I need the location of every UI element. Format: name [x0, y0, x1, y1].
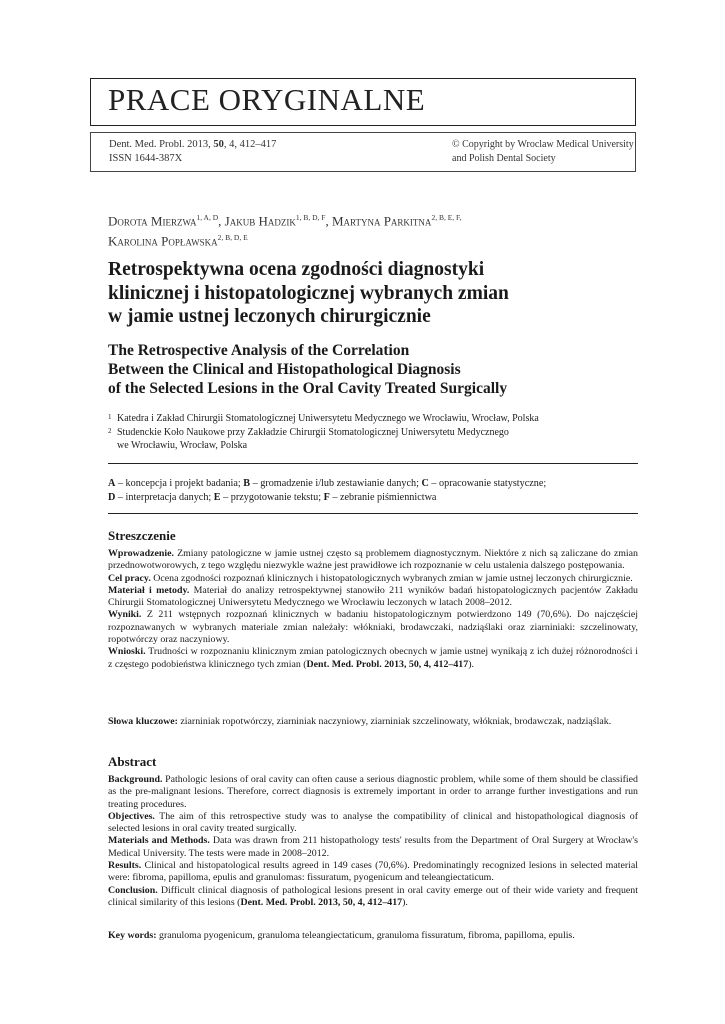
author-name: Dorota Mierzwa — [108, 213, 197, 229]
copyright-info — [452, 138, 634, 165]
author-list: Dorota Mierzwa$^{1, A, D}$, Jakub Hadzik$^{1, B, D, F}$, Martyna Parkitna$^{2, B, E, F,}$ Karolina Popławska$^{2, B, D, E}$ — [108, 213, 462, 249]
abstract-body: Background. Pathologic lesions of oral cavity can often cause a serious diagnostic problem, while some of them should be classified as the pre-malignant lesions. Therefore, correct diagnosis is extremely important in order to arrange further investigations and run treating procedures. Objectives. The aim of this retrospective study was to analyse the compatibility of clinical and histopathological diagnosis of selected lesions in oral cavity treated surgically. Materials and Methods. Data was drawn from 211 histopathology tests' results from the Department of Oral Surgery at Wrocław's Medical University. The tests were made in 2008–2012. Results. Clinical and histopatological results agreed in 149 cases (70,6%). Predominatingly recognized lesions in selected material were: fibroma, papilloma, epulis and granulomas: fissuratum, pyogenicum and teleangiectaticum. Conclusion. Difficult clinical diagnosis of pathological lesions present in oral cavity emerge out of their wide variety and frequent clinical similarity of this lesions (Dent. Med. Probl. 2013, 50, 4, 412–417). — [108, 774, 638, 908]
citation-info — [109, 138, 276, 166]
english-keywords: Key words: granuloma pyogenicum, granuloma teleangiectaticum, granuloma fissuratum, fibroma, papilloma, epulis. — [108, 930, 575, 941]
streszczenie-heading: Streszczenie — [108, 528, 176, 543]
author-affiliation-marks: 1, B, D, F — [295, 213, 326, 222]
copyright-line-1: © Copyright by Wroclaw Medical University — [452, 139, 634, 150]
section-title: PRACE ORYGINALNE — [108, 82, 426, 117]
affiliation-item: 2 Studenckie Koło Naukowe przy Zakładzie Chirurgii Stomatologicznej Uniwersytetu Medycznego — [108, 426, 509, 438]
affiliation-continuation: we Wrocławiu, Wrocław, Polska — [117, 440, 248, 451]
citation-line: Dent. Med. Probl. 2013, 50, 4, 412–417 — [109, 139, 277, 150]
author-affiliation-marks: 1, A, D — [196, 213, 219, 222]
streszczenie-body: Wprowadzenie. Zmiany patologiczne w jamie ustnej często są problemem diagnostycznym. Niektóre z nich są zaliczane do zmian przednowotworowych, z tego względu niezwykle ważne jest prawidłowe ich rozpoznanie w celu ustalenia dalszego postępowania. Cel pracy. Ocena zgodności rozpoznań klinicznych i histopatologicznych wybranych zmian w jamie ustnej leczonych chirurgicznie. Materiał i metody. Materiał do analizy retrospektywnej stanowiło 211 wyników badań histopatologicznych pacjentów Zakładu Chirurgii Stomatologicznej Uniwersytetu Medycznego we Wrocławiu leczonych w latach 2008–2012. Wyniki. Z 211 wstępnych rozpoznań klinicznych w badaniu histopatologicznym potwierdzono 149 (70,6%). Do najczęściej rozpoznawanych w wybranych materiale zmian należały: włókniaki, brodawczaki, nadziąślaki oraz ziarniniaki: szczelinowaty, ropotwórczy oraz naczyniowy. Wnioski. Trudności w rozpoznaniu klinicznym zmian patologicznych obecnych w jamie ustnej wynikają z ich dużej różnorodności i z częstego podobieństwa klinicznego tych zmian (Dent. Med. Probl. 2013, 50, 4, 412–417). — [108, 548, 638, 670]
author-affiliation-marks: 2, B, E, F, — [431, 213, 462, 222]
author-affiliation-marks: 2, B, D, E — [217, 233, 248, 243]
polish-keywords: Słowa kluczowe: ziarniniak ropotwórczy, ziarniniak naczyniowy, ziarniniak szczelinowaty, włókniak, brodawczak, nadziąślak. — [108, 716, 612, 727]
abstract-heading: Abstract — [108, 754, 157, 769]
affiliation-item: 1 Katedra i Zakład Chirurgii Stomatologicznej Uniwersytetu Medycznego we Wrocławiu, Wrocław, Polska — [108, 413, 539, 424]
author-name: Martyna Parkitna — [331, 213, 432, 229]
divider-top — [108, 463, 638, 464]
copyright-line-2: and Polish Dental Society — [452, 152, 556, 164]
divider-bottom — [108, 513, 638, 514]
article-title-polish: Retrospektywna ocena zgodności diagnostyki klinicznej i histopatologicznej wybranych zmian w jamie ustnej leczonych chirurgicznie — [108, 259, 509, 327]
article-title-english: The Retrospective Analysis of the Correlation Between the Clinical and Histopathological Diagnosis of the Selected Lesions in the Oral Cavity Treated Surgically — [108, 342, 508, 397]
author-name: Jakub Hadzik — [224, 213, 296, 229]
issn: ISSN 1644-387X — [109, 153, 183, 164]
author-contributions-legend: A – koncepcja i projekt badania; B – gromadzenie i/lub zestawianie danych; C – opracowanie statystyczne; D – interpretacja danych; E – przygotowanie tekstu; F – zebranie piśmiennictwa — [108, 478, 547, 503]
author-name: Karolina Popławska — [108, 233, 218, 249]
affiliations — [108, 412, 638, 453]
